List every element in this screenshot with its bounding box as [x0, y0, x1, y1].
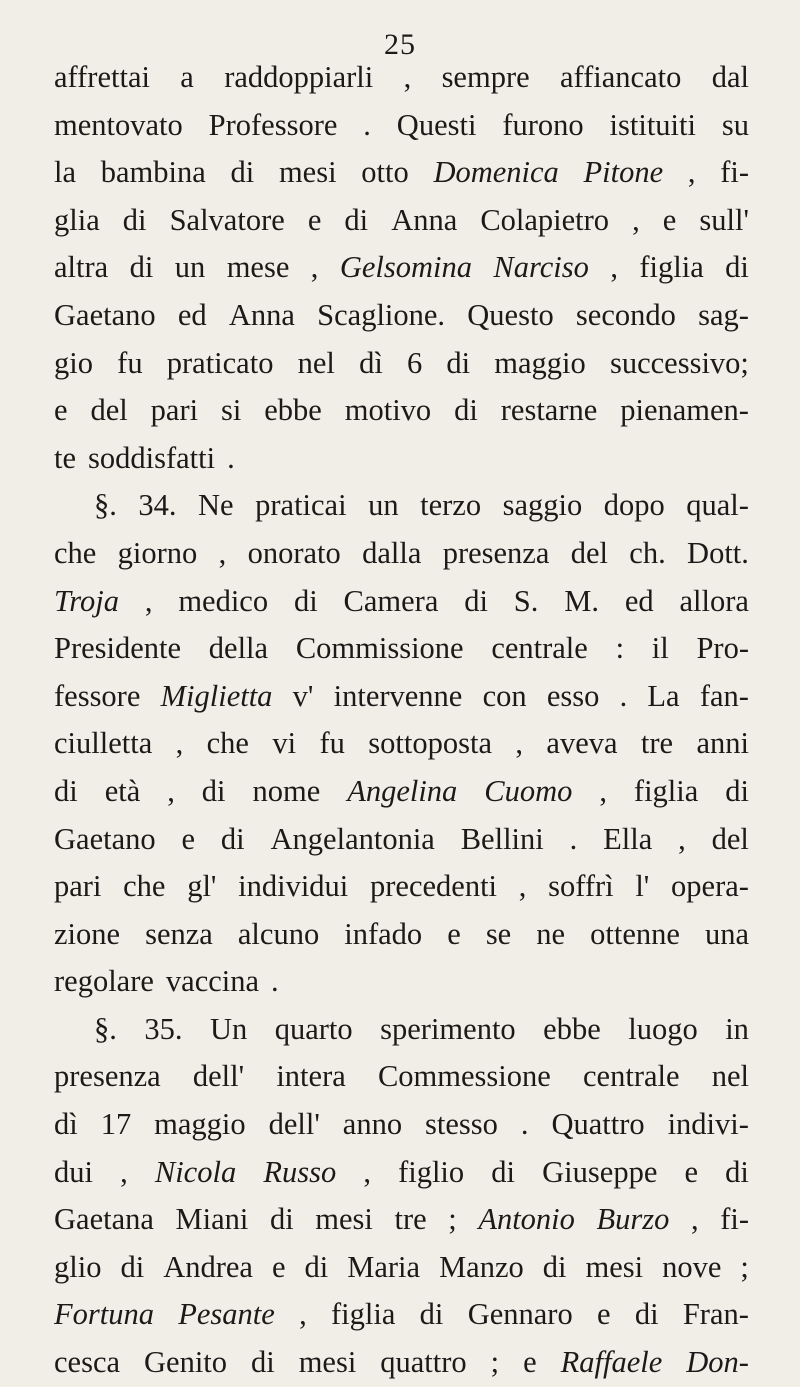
word: secondo — [575, 297, 676, 332]
word: sperimento — [380, 1011, 516, 1046]
word: praticato — [166, 345, 274, 380]
text-line — [54, 911, 749, 959]
italic-name-word: Raffaele — [560, 1345, 663, 1380]
word: , — [363, 1154, 371, 1189]
word: che — [206, 726, 249, 761]
word: ; — [490, 1345, 500, 1380]
word: di — [250, 1345, 275, 1380]
word: anni — [696, 726, 749, 761]
word: affiancato — [559, 60, 682, 94]
word: vaccina — [165, 964, 260, 999]
word: centrale — [583, 1059, 680, 1094]
word: . — [363, 107, 371, 142]
word: maggio — [494, 345, 586, 380]
word: Quattro — [551, 1107, 645, 1142]
word: Dott. — [687, 535, 749, 570]
word: altra — [54, 250, 109, 285]
word: te — [54, 440, 77, 475]
word: nel — [711, 1059, 749, 1094]
text-line — [54, 1101, 749, 1149]
word: pienamen- — [620, 393, 749, 428]
text-line — [54, 1339, 749, 1387]
italic-name-word: Russo — [263, 1154, 337, 1189]
word: Anna — [228, 297, 295, 332]
text-line — [54, 578, 749, 626]
word: , — [299, 1297, 307, 1332]
word: raddoppiarli — [224, 60, 374, 94]
word: pari — [54, 869, 102, 904]
word: con — [482, 678, 527, 713]
word: presenza — [442, 535, 550, 570]
word: e — [181, 821, 196, 856]
word: di — [220, 821, 245, 856]
word: , — [599, 773, 607, 808]
word: di — [542, 1249, 567, 1284]
word: v' — [292, 678, 314, 713]
word: sottoposta — [368, 726, 492, 761]
word: figlio — [398, 1154, 465, 1189]
word: , — [687, 155, 696, 190]
word: intervenne — [333, 678, 463, 713]
word: 17 — [100, 1107, 132, 1142]
word: età — [104, 773, 141, 808]
word: Bellini — [460, 821, 544, 856]
word: figlia — [331, 1297, 396, 1332]
word: : — [615, 631, 625, 666]
word: dalla — [362, 535, 422, 570]
word: indivi- — [667, 1107, 749, 1142]
word: e — [662, 202, 677, 237]
word: nome — [252, 773, 321, 808]
word: del — [711, 821, 749, 856]
word: su — [721, 107, 749, 142]
word: fessore — [54, 678, 141, 713]
word: del — [90, 393, 128, 428]
word: saggio — [502, 488, 583, 523]
word: affrettai — [54, 60, 150, 94]
word: Gaetano — [54, 821, 156, 856]
word: in — [725, 1011, 749, 1046]
word: il — [651, 631, 669, 666]
word: successivo; — [609, 345, 749, 380]
word: nel — [297, 345, 335, 380]
text-line — [54, 340, 749, 388]
text-line — [54, 673, 749, 721]
italic-name-word: Cuomo — [484, 773, 573, 808]
word: mesi — [585, 1249, 644, 1284]
word: 6 — [406, 345, 423, 380]
word: individui — [238, 869, 349, 904]
word: sull' — [699, 202, 749, 237]
word: ed — [624, 583, 654, 618]
word: ottenne — [590, 916, 680, 951]
word: §. — [94, 1011, 117, 1046]
text-line — [54, 768, 749, 816]
word: ; — [448, 1202, 457, 1237]
word: mentovato — [54, 107, 183, 142]
word: istituiti — [609, 107, 696, 142]
italic-name-word: Miglietta — [160, 678, 273, 713]
word: Gennaro — [467, 1297, 573, 1332]
word: di — [120, 1249, 145, 1284]
text-line — [54, 244, 749, 292]
word: che — [54, 535, 97, 570]
word: glio — [54, 1249, 102, 1284]
word: Andrea — [163, 1249, 253, 1284]
word: di — [634, 1297, 659, 1332]
italic-name-word: Domenica — [433, 155, 559, 190]
text-line — [54, 54, 749, 102]
word: gl' — [187, 869, 217, 904]
word: pari — [150, 393, 199, 428]
word: ch. — [629, 535, 666, 570]
word: dui — [54, 1154, 93, 1189]
word: Angelantonia — [270, 821, 435, 856]
word: cesca — [54, 1345, 121, 1380]
italic-name-word: Pesante — [178, 1297, 275, 1332]
word: di — [464, 583, 488, 618]
word: quarto — [274, 1011, 353, 1046]
word: ebbe — [264, 393, 322, 428]
page-number: 25 — [384, 28, 416, 61]
word: mese — [226, 250, 290, 285]
word: Commessione — [377, 1059, 551, 1094]
italic-name-word: Antonio — [478, 1202, 575, 1237]
word: Anna — [391, 202, 458, 237]
word: un — [174, 250, 206, 285]
word: Miani — [175, 1202, 249, 1237]
word: luogo — [628, 1011, 698, 1046]
text-line — [54, 1149, 749, 1197]
word: ne — [536, 916, 566, 951]
word: Salvatore — [169, 202, 285, 237]
word: centrale — [491, 631, 588, 666]
word: Ne — [198, 488, 234, 523]
word: . — [271, 964, 279, 999]
word: presenza — [54, 1059, 161, 1094]
word: , — [678, 821, 686, 856]
text-line — [54, 482, 749, 530]
word: e — [596, 1297, 611, 1332]
word: medico — [178, 583, 269, 618]
word: fi- — [720, 1202, 749, 1237]
word: di — [293, 583, 318, 618]
word: Manzo — [439, 1249, 524, 1284]
word: dopo — [603, 488, 665, 523]
word: ciulletta — [54, 726, 153, 761]
word: bambina — [100, 155, 206, 190]
word: intera — [276, 1059, 346, 1094]
word: vi — [272, 726, 297, 761]
word: sempre — [441, 60, 530, 94]
word: giorno — [117, 535, 198, 570]
word: la — [54, 155, 77, 190]
word: di — [344, 202, 369, 237]
word: , — [120, 1154, 128, 1189]
text-line — [54, 1196, 749, 1244]
word: zione — [54, 916, 121, 951]
word: praticai — [255, 488, 347, 523]
italic-name-word: Troja — [54, 583, 119, 618]
word: figlia — [633, 773, 699, 808]
word: se — [485, 916, 512, 951]
word: §. — [94, 488, 117, 523]
word: a — [180, 60, 194, 94]
word: , — [310, 250, 319, 285]
word: di — [54, 773, 78, 808]
word: Ella — [603, 821, 653, 856]
word: aveva — [546, 726, 618, 761]
word: dell' — [268, 1107, 320, 1142]
word: soffrì — [548, 869, 614, 904]
word: mesi — [278, 155, 337, 190]
word: di — [122, 202, 147, 237]
word: onorato — [247, 535, 341, 570]
word: restarne — [500, 393, 598, 428]
word: ; — [740, 1249, 749, 1284]
word: otto — [361, 155, 409, 190]
text-line — [54, 863, 749, 911]
word: ed — [177, 297, 207, 332]
text-line — [54, 435, 749, 483]
word: Gaetano — [54, 297, 156, 332]
text-line — [54, 387, 749, 435]
word: di — [230, 155, 255, 190]
word: di — [454, 393, 478, 428]
word: M. — [564, 583, 599, 618]
word: che — [123, 869, 166, 904]
italic-name-word: Fortuna — [54, 1297, 154, 1332]
word: Giuseppe — [542, 1154, 658, 1189]
word: Commissione — [295, 631, 464, 666]
word: motivo — [344, 393, 432, 428]
text-line — [54, 292, 749, 340]
word: di — [201, 773, 226, 808]
italic-name-word: Pitone — [583, 155, 664, 190]
word: fu — [319, 726, 345, 761]
word: di — [446, 345, 471, 380]
text-line — [54, 816, 749, 864]
word: . — [569, 821, 578, 856]
word: di — [304, 1249, 329, 1284]
word: e — [684, 1154, 699, 1189]
word: e — [54, 393, 68, 428]
word: regolare — [54, 964, 154, 999]
word: Maria — [347, 1249, 421, 1284]
text-line — [54, 197, 749, 245]
word: si — [221, 393, 242, 428]
word: sag- — [698, 297, 749, 332]
word: . — [619, 678, 628, 713]
text-line — [54, 530, 749, 578]
word: , — [218, 535, 227, 570]
word: fan- — [699, 678, 749, 713]
word: figlia — [639, 250, 704, 285]
word: , — [167, 773, 175, 808]
word: anno — [342, 1107, 403, 1142]
word: , — [144, 583, 153, 618]
italic-name-word: Burzo — [596, 1202, 670, 1237]
word: , — [518, 869, 527, 904]
text-line — [54, 1006, 749, 1054]
word: di — [491, 1154, 516, 1189]
word: , — [690, 1202, 699, 1237]
word: maggio — [154, 1107, 246, 1142]
word: tre — [394, 1202, 427, 1237]
word: , — [403, 60, 412, 94]
word: , — [175, 726, 184, 761]
word: dal — [711, 60, 749, 94]
word: S. — [513, 583, 539, 618]
word: . — [520, 1107, 529, 1142]
word: gio — [54, 345, 93, 380]
word: infado — [344, 916, 423, 951]
word: quattro — [380, 1345, 467, 1380]
word: allora — [679, 583, 749, 618]
word: e — [271, 1249, 286, 1284]
italic-name-word: Angelina — [347, 773, 458, 808]
word: fi- — [720, 155, 749, 190]
word: Questo — [467, 297, 554, 332]
word: nove — [662, 1249, 722, 1284]
word: mesi — [315, 1202, 373, 1237]
word: un — [368, 488, 399, 523]
word: dì — [54, 1107, 78, 1142]
word: soddisfatti — [88, 440, 216, 475]
word: qual- — [686, 488, 749, 523]
word: dì — [359, 345, 383, 380]
text-line — [54, 1053, 749, 1101]
text-line — [54, 102, 749, 150]
word: del — [570, 535, 608, 570]
word: precedenti — [370, 869, 498, 904]
word: La — [647, 678, 680, 713]
word: tre — [640, 726, 674, 761]
word: Genito — [144, 1345, 228, 1380]
word: alcuno — [237, 916, 320, 951]
word: Presidente — [54, 631, 182, 666]
italic-name-word: Narciso — [493, 250, 589, 285]
word: della — [208, 631, 269, 666]
word: e — [523, 1345, 537, 1380]
word: Camera — [343, 583, 439, 618]
word: glia — [54, 202, 100, 237]
word: Fran- — [682, 1297, 749, 1332]
italic-name-word: Don- — [686, 1345, 749, 1380]
word: ebbe — [543, 1011, 601, 1046]
word: e — [307, 202, 322, 237]
word: l' — [635, 869, 650, 904]
word: Professore — [208, 107, 338, 142]
word: Pro- — [696, 631, 749, 666]
word: Questi — [396, 107, 477, 142]
text-line — [54, 958, 749, 1006]
word: , — [515, 726, 524, 761]
word: fu — [117, 345, 143, 380]
word: stesso — [425, 1107, 498, 1142]
text-line — [54, 720, 749, 768]
word: Colapietro — [480, 202, 610, 237]
word: 35. — [144, 1011, 183, 1046]
word: 34. — [138, 488, 177, 523]
text-line — [54, 625, 749, 673]
word: Scaglione. — [317, 297, 446, 332]
word: di — [129, 250, 154, 285]
word: di — [725, 1154, 749, 1189]
word: senza — [145, 916, 213, 951]
word: Gaetana — [54, 1202, 154, 1237]
word: di — [419, 1297, 444, 1332]
text-line — [54, 1244, 749, 1292]
word: una — [704, 916, 749, 951]
italic-name-word: Nicola — [154, 1154, 237, 1189]
text-line — [54, 149, 749, 197]
word: Un — [209, 1011, 248, 1046]
word: dell' — [192, 1059, 245, 1094]
word: , — [632, 202, 640, 237]
word: e — [447, 916, 461, 951]
word: di — [725, 773, 749, 808]
italic-name-word: Gelsomina — [339, 250, 472, 285]
word: opera- — [671, 869, 749, 904]
word: terzo — [420, 488, 482, 523]
word: di — [269, 1202, 294, 1237]
body-text — [54, 54, 749, 1387]
word: , — [610, 250, 618, 285]
word: esso — [546, 678, 600, 713]
word: . — [227, 440, 235, 475]
word: furono — [502, 107, 584, 142]
word: di — [725, 250, 749, 285]
text-line — [54, 1291, 749, 1339]
word: mesi — [298, 1345, 357, 1380]
